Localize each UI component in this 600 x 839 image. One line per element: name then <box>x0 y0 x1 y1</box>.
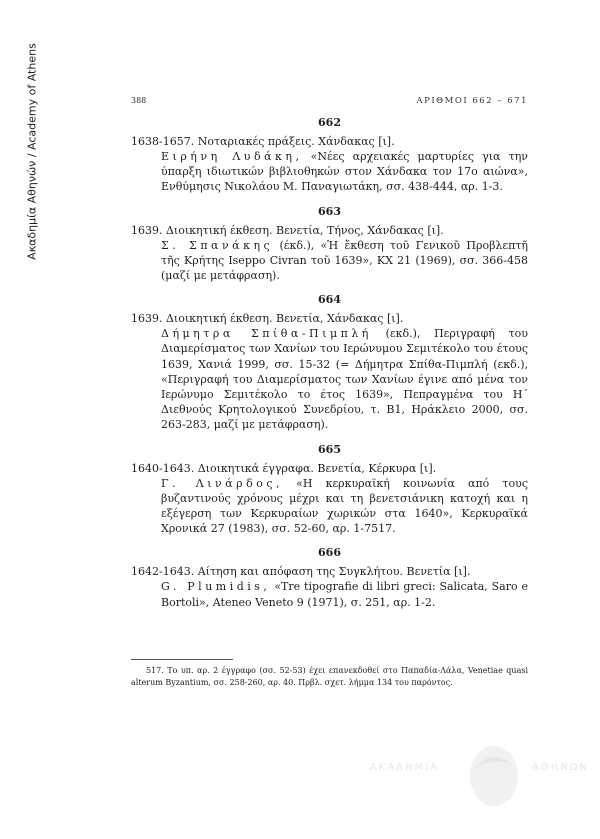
catalog-entry <box>131 116 528 195</box>
entry-number: 664 <box>318 293 341 307</box>
entry-author: Ειρήνη Λυδάκη, <box>161 150 303 163</box>
page-content <box>131 116 528 620</box>
page-number: 388 <box>131 96 147 105</box>
entry-date-line: 1638-1657. Νοταριακές πράξεις. Χάνδακας [ι]. <box>131 135 395 148</box>
running-title: ΑΡΙΘΜΟΙ 662 – 671 <box>416 96 528 106</box>
entry-bibliography <box>131 238 528 284</box>
archive-side-label <box>22 40 42 270</box>
entry-number: 662 <box>318 116 341 129</box>
catalog-entry <box>131 293 528 432</box>
entry-author: Γ. Λινάρδος, <box>161 476 283 490</box>
catalog-entry <box>131 443 528 537</box>
entry-citation: (εκδ.), Περιγραφή του Διαμερίσματος των Χανίων του Ιερώνυμου Σεμιτέκολο του έτους 1639, Χανιά 1999, σσ. 15-32 (= Δήμητρα Σπίθα-Πιμπλή (εκδ.), «Περιγραφή του Διαμερίσματος των Χανίων έγινε από μένα τον Ιερώνυμο Σεμιτέκολο το έτος 1639», Πεπραγμένα του Η΄ Διεθνούς Κρητολογικού Συνεδρίου, τ. Β1, Ηράκλειο 2000, σσ. 263-283, μαζί με μετάφραση). <box>161 327 528 432</box>
entry-bibliography <box>131 579 528 609</box>
catalog-entry <box>131 546 528 609</box>
entry-author: G. Plumidis, <box>161 580 271 594</box>
watermark-text-left: ΑΚΑΔΗΜΙΑ <box>370 762 440 773</box>
entry-citation: «Tre tipografie di libri greci: Salicata, Saro e Bortoli», Ateneo Veneto 9 (1971), σ. 251, αρ. 1-2. <box>161 580 529 609</box>
entry-citation: «Η κερκυραϊκή κοινωνία από τους βυζαντινούς χρόνους μέχρι και τη βενετσιάνικη κατοχή και η εξέγερση των Κερκυραίων χωρικών στα 1640», Κερκυραϊκά Χρονικά 27 (1983), σσ. 52-60, αρ. 1-7517. <box>161 476 528 536</box>
entry-author: Δήμητρα Σπίθα-Πιμπλή <box>161 327 372 341</box>
athena-head-icon <box>454 740 534 810</box>
entry-number: 666 <box>318 546 341 560</box>
entry-citation: «Νέες αρχειακές μαρτυρίες για την ύπαρξη ιδιωτικών βιβλιοθηκών στον Χάνδακα τον 17ο αιώνα», Ενθύμησις Νικολάου Μ. Παναγιωτάκη, σσ. 438-444, αρ. 1-3. <box>161 150 528 194</box>
footnote-divider <box>131 659 233 660</box>
entry-bibliography <box>131 149 528 195</box>
entry-citation: (έκδ.), «Ἡ ἔκθεση τοῦ Γενικοῦ Προβλεπτῆ τῆς Κρήτης Iseppo Civran τοῦ 1639», ΚΧ 21 (1969), σσ. 366-458 (μαζί με μετάφραση). <box>161 238 529 283</box>
footnote: 517. Το υπ. αρ. 2 έγγραφο (σσ. 52-53) έχει επανεκδοθεί στο Παπαδία-Λάλα, Venetiae quasi alterum Byzantium, σσ. 258-260, αρ. 40. Πρβλ. σχετ. λήμμα 134 του παρόντος. <box>131 666 528 687</box>
watermark-text-right: ΑΘΗΝΩΝ <box>532 762 589 773</box>
running-header <box>131 96 528 110</box>
academy-watermark <box>370 740 590 810</box>
entry-bibliography <box>131 326 528 432</box>
entry-bibliography <box>131 476 528 537</box>
entry-date-line: 1639. Διοικητική έκθεση. Βενετία, Τήνος, Χάνδακας [ι]. <box>131 223 444 237</box>
archive-side-label-text: Ακαδημία Αθηνών / Academy of Athens <box>25 43 39 260</box>
entry-date-line: 1639. Διοικητική έκθεση. Βενετία, Χάνδακας [ι]. <box>131 312 404 326</box>
entry-date-line: 1642-1643. Αίτηση και απόφαση της Συγκλήτου. Βενετία [ι]. <box>131 565 471 579</box>
entry-author: Σ. Σπανάκης <box>161 238 274 252</box>
catalog-entry <box>131 205 528 284</box>
entry-number: 665 <box>318 442 341 456</box>
entry-number: 663 <box>318 204 341 218</box>
entry-date-line: 1640-1643. Διοικητικά έγγραφα. Βενετία, Κέρκυρα [ι]. <box>131 461 437 475</box>
